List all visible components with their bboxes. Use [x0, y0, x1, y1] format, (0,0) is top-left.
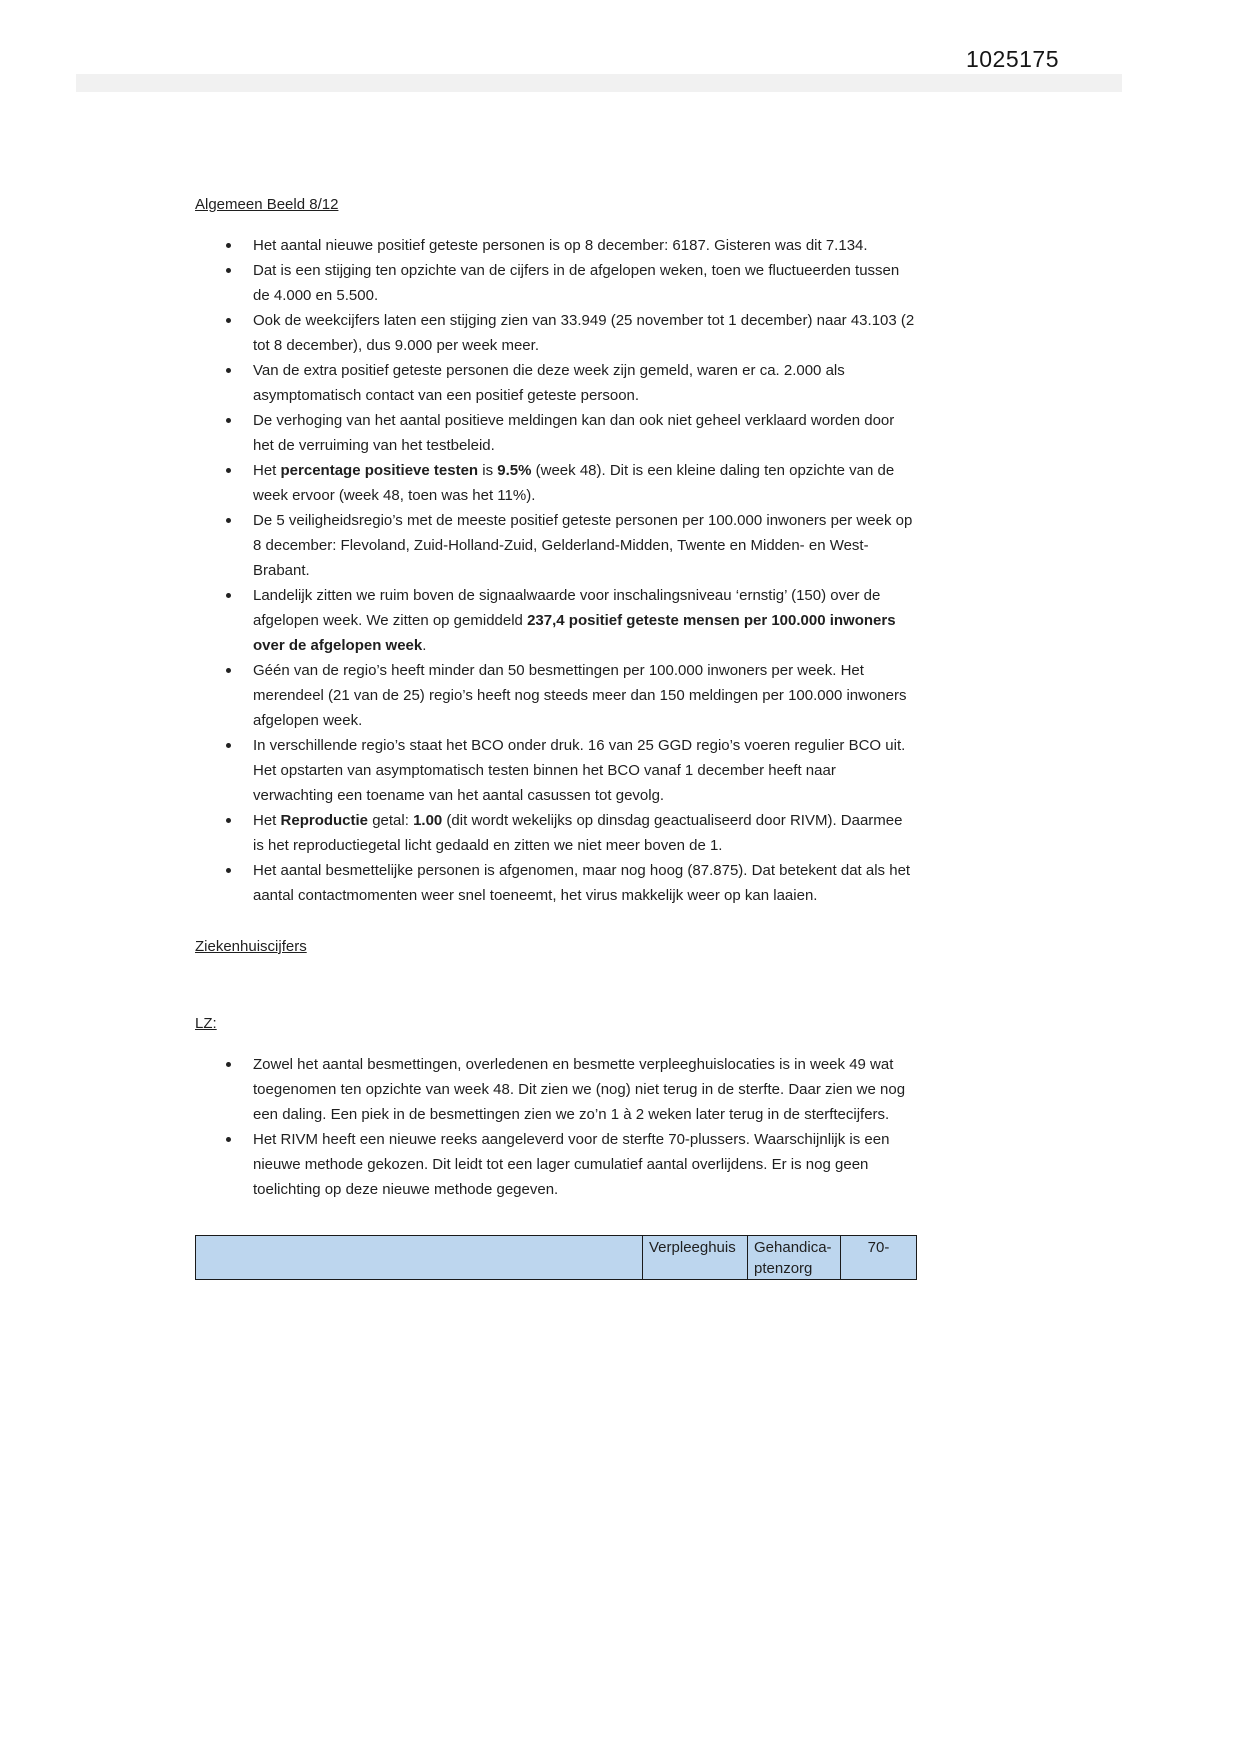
- table-cell-gehandicaptenzorg: [747, 1236, 840, 1279]
- text-segment: Reproductie: [280, 812, 369, 829]
- text-segment: De verhoging van het aantal positieve meldingen kan dan ook niet geheel verklaard worden door het de verruiming van het testbeleid.: [253, 412, 895, 454]
- text-segment: Zowel het aantal besmettingen, overledenen en besmette verpleeghuislocaties is in week 49 wat toegenomen ten opzichte van week 48. Dit zien we (nog) niet terug in de sterfte. Daar zien we nog een daling. Een piek in de besmettingen zien we zo’n 1 à 2 weken later terug in de sterftecijfers.: [253, 1056, 906, 1123]
- text-segment: Het RIVM heeft een nieuwe reeks aangeleverd voor de sterfte 70-plussers. Waarschijnlijk is een nieuwe methode gekozen. Dit leidt tot een lager cumulatief aantal overlijdens. Er is nog geen toelichting op deze nieuwe methode gegeven.: [253, 1131, 890, 1198]
- text-segment: (dit wordt wekelijks op dinsdag geactualiseerd door RIVM). Daarmee is het reproductiegetal licht gedaald en zitten we niet meer boven de 1.: [253, 812, 903, 854]
- list-item: [195, 733, 917, 808]
- text-segment: Het: [253, 462, 281, 479]
- list-item: [195, 308, 917, 358]
- text-segment: Het aantal besmettelijke personen is afgenomen, maar nog hoog (87.875). Dat betekent dat als het aantal contactmomenten weer snel toeneemt, het virus makkelijk weer op kan laaien.: [253, 862, 911, 904]
- doc-number: 1025175: [965, 46, 1059, 72]
- document-content: [195, 192, 917, 1280]
- section-heading-lz: LZ:: [195, 1015, 217, 1032]
- table-cell-verpleeghuis: Verpleeghuis: [642, 1236, 747, 1279]
- list-item: [195, 808, 917, 858]
- text-segment: Het: [253, 812, 281, 829]
- list-item: [195, 358, 917, 408]
- list-item: [195, 508, 917, 583]
- section-heading-algemeen-beeld: Algemeen Beeld 8/12: [195, 196, 339, 213]
- text-segment: (week 48). Dit is een kleine daling ten opzichte van de week ervoor (week 48, toen was het 11%).: [253, 462, 895, 504]
- list-item: [195, 408, 917, 458]
- list-item: [195, 583, 917, 658]
- text-segment: De 5 veiligheidsregio’s met de meeste positief geteste personen per 100.000 inwoners per week op 8 december: Flevoland, Zuid-Holland-Zuid, Gelderland-Midden, Twente en Midden- en West-Brabant.: [253, 512, 913, 579]
- text-segment: 9.5%: [497, 462, 532, 479]
- text-segment: Dat is een stijging ten opzichte van de cijfers in de afgelopen weken, toen we fluctueerden tussen de 4.000 en 5.500.: [253, 262, 900, 304]
- list-item: [195, 658, 917, 733]
- text-segment: 237,4 positief geteste mensen per 100.000 inwoners over de afgelopen week: [253, 612, 896, 654]
- scan-artifact: [76, 74, 1122, 92]
- list-item: [195, 258, 917, 308]
- bullet-list-algemeen-beeld: [195, 233, 917, 908]
- text-segment: getal:: [368, 812, 414, 829]
- list-item: [195, 858, 917, 908]
- text-segment: is: [478, 462, 498, 479]
- text-segment: Het aantal nieuwe positief geteste personen is op 8 december: 6187. Gisteren was dit 7.134.: [253, 237, 868, 254]
- bullet-list-lz: [195, 1052, 917, 1202]
- list-item: [195, 1052, 917, 1127]
- section-heading-ziekenhuiscijfers: Ziekenhuiscijfers: [195, 938, 307, 955]
- text-segment: Van de extra positief geteste personen die deze week zijn gemeld, waren er ca. 2.000 als asymptomatisch contact van een positief geteste persoon.: [253, 362, 845, 404]
- text-segment: 1.00: [413, 812, 443, 829]
- text-segment: In verschillende regio’s staat het BCO onder druk. 16 van 25 GGD regio’s voeren regulier BCO uit. Het opstarten van asymptomatisch testen binnen het BCO vanaf 1 december heeft naar verwachting een toename van het aantal casussen tot gevolg.: [253, 737, 906, 804]
- stats-table-header-row: [195, 1235, 917, 1280]
- list-item: [195, 1127, 917, 1202]
- table-cell-gehandicaptenzorg-line1: Gehandica-: [754, 1239, 832, 1256]
- text-segment: percentage positieve testen: [280, 462, 479, 479]
- list-item: [195, 458, 917, 508]
- table-cell-70: 70-: [840, 1236, 916, 1279]
- table-cell-gehandicaptenzorg-line2: ptenzorg: [754, 1260, 813, 1277]
- text-segment: .: [422, 637, 427, 654]
- text-segment: Géén van de regio’s heeft minder dan 50 besmettingen per 100.000 inwoners per week. Het merendeel (21 van de 25) regio’s heeft nog steeds meer dan 150 meldingen per 100.000 inwoners afgelopen week.: [253, 662, 907, 729]
- table-cell-empty: [196, 1236, 642, 1279]
- text-segment: Landelijk zitten we ruim boven de signaalwaarde voor inschalingsniveau ‘ernstig’ (150) over de afgelopen week. We zitten op gemiddeld: [253, 587, 881, 629]
- text-segment: Ook de weekcijfers laten een stijging zien van 33.949 (25 november tot 1 december) naar 43.103 (2 tot 8 december), dus 9.000 per week meer.: [253, 312, 915, 354]
- list-item: [195, 233, 917, 258]
